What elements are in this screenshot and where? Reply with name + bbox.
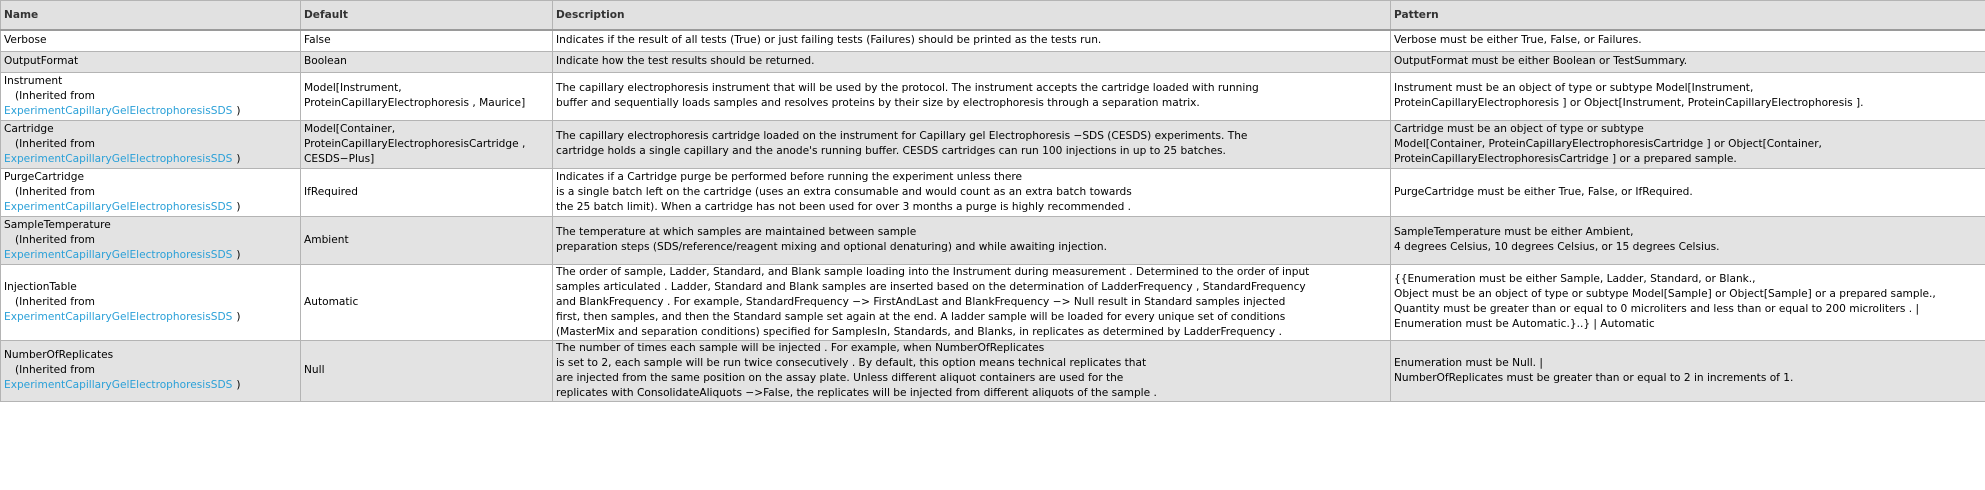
pattern-line: Object must be an object of type or subtype Model[Sample] or Object[Sample] or a prepared sample., (1394, 288, 1936, 300)
option-name: SampleTemperature (4, 218, 111, 231)
inherited-close-paren: ) (236, 248, 241, 261)
inherited-label: (Inherited from (15, 185, 95, 198)
default-cell (301, 120, 553, 168)
default-line: Null (304, 364, 325, 376)
pattern-line: 4 degrees Celsius, 10 degrees Celsius, or 15 degrees Celsius. (1394, 241, 1720, 253)
option-name-cell (1, 30, 301, 51)
option-name-cell (1, 340, 301, 401)
table-row (1, 51, 1985, 72)
description-cell (553, 264, 1391, 340)
description-line: and BlankFrequency . For example, StandardFrequency −> FirstAndLast and BlankFrequency −> Null result in Standard samples injected (556, 295, 1286, 308)
inherited-label: (Inherited from (15, 137, 95, 150)
pattern-line: OutputFormat must be either Boolean or TestSummary. (1394, 55, 1688, 67)
description-line: The order of sample, Ladder, Standard, and Blank sample loading into the Instrument during measurement . Determined to the order of input (556, 265, 1310, 278)
option-name: OutputFormat (4, 55, 79, 67)
default-cell (301, 51, 553, 72)
pattern-line: Enumeration must be Null. | (1394, 356, 1543, 369)
table-row (1, 30, 1985, 51)
inherited-source-link[interactable]: ExperimentCapillaryGelElectrophoresisSDS (4, 379, 233, 391)
description-line: samples articulated . Ladder, Standard and Blank samples are inserted based on the determination of LadderFrequency , StandardFrequency (556, 280, 1306, 293)
default-line: CESDS−Plus] (304, 152, 375, 165)
pattern-line: ProteinCapillaryElectrophoresis ] or Object[Instrument, ProteinCapillaryElectrophoresis ]. (1394, 97, 1864, 109)
pattern-line: Model[Container, ProteinCapillaryElectrophoresisCartridge ] or Object[Container, (1394, 137, 1822, 150)
pattern-cell (1391, 216, 1985, 264)
option-name-cell (1, 120, 301, 168)
pattern-cell (1391, 51, 1985, 72)
header-pattern: Pattern (1391, 1, 1985, 31)
inherited-source-link[interactable]: ExperimentCapillaryGelElectrophoresisSDS (4, 200, 233, 213)
inherited-close-paren: ) (236, 200, 241, 213)
description-line: The capillary electrophoresis instrument that will be used by the protocol. The instrument accepts the cartridge loaded with running (556, 82, 1259, 94)
description-line: The number of times each sample will be injected . For example, when NumberOfReplicates (556, 341, 1045, 354)
description-cell (553, 216, 1391, 264)
description-line: first, then samples, and then the Standard sample set again at the end. A ladder sample will be loaded for every unique set of conditions (556, 310, 1286, 323)
inherited-source-link[interactable]: ExperimentCapillaryGelElectrophoresisSDS (4, 248, 233, 261)
option-name: Cartridge (4, 122, 54, 135)
pattern-cell (1391, 264, 1985, 340)
pattern-line: Cartridge must be an object of type or subtype (1394, 122, 1644, 135)
default-cell (301, 216, 553, 264)
table-row (1, 120, 1985, 168)
description-line: The capillary electrophoresis cartridge loaded on the instrument for Capillary gel Electrophoresis −SDS (CESDS) experiments. The (556, 130, 1248, 142)
pattern-cell (1391, 72, 1985, 120)
pattern-line: Enumeration must be Automatic.}..} | Automatic (1394, 318, 1655, 330)
description-line: The temperature at which samples are maintained between sample (556, 226, 917, 238)
pattern-line: NumberOfReplicates must be greater than or equal to 2 in increments of 1. (1394, 371, 1794, 384)
pattern-line: Quantity must be greater than or equal to 0 microliters and less than or equal to 200 microliters . | (1394, 303, 1920, 315)
option-name-cell (1, 264, 301, 340)
description-cell (553, 340, 1391, 401)
pattern-cell (1391, 340, 1985, 401)
default-cell (301, 264, 553, 340)
description-line: is a single batch left on the cartridge (uses an extra consumable and would count as an extra batch towards (556, 185, 1132, 198)
pattern-cell (1391, 30, 1985, 51)
default-line: Automatic (304, 295, 359, 308)
description-line: the 25 batch limit). When a cartridge has not been used for over 3 months a purge is highly recommended . (556, 200, 1132, 213)
inherited-label: (Inherited from (15, 295, 95, 308)
pattern-line: PurgeCartridge must be either True, False, or IfRequired. (1394, 185, 1693, 198)
table-row (1, 168, 1985, 216)
inherited-source-link[interactable]: ExperimentCapillaryGelElectrophoresisSDS (4, 104, 233, 117)
description-line: (MasterMix and separation conditions) specified for SamplesIn, Standards, and Blanks, in replicates as determined by LadderFrequency . (556, 325, 1282, 338)
pattern-line: {{Enumeration must be either Sample, Ladder, Standard, or Blank., (1394, 273, 1756, 285)
inherited-close-paren: ) (236, 104, 241, 117)
option-name-cell (1, 72, 301, 120)
inherited-close-paren: ) (236, 379, 241, 391)
table-row (1, 264, 1985, 340)
inherited-source-line (4, 248, 297, 263)
description-line: Indicates if a Cartridge purge be performed before running the experiment unless there (556, 170, 1023, 183)
table-body (1, 30, 1985, 401)
description-line: is set to 2, each sample will be run twice consecutively . By default, this option means technical replicates that (556, 356, 1147, 369)
pattern-line: Instrument must be an object of type or subtype Model[Instrument, (1394, 82, 1754, 94)
description-line: Indicate how the test results should be returned. (556, 55, 815, 67)
inherited-source-line (4, 310, 297, 325)
description-cell (553, 51, 1391, 72)
default-line: Model[Instrument, (304, 82, 402, 94)
inherited-source-link[interactable]: ExperimentCapillaryGelElectrophoresisSDS (4, 152, 233, 165)
default-cell (301, 72, 553, 120)
description-line: cartridge holds a single capillary and the anode's running buffer. CESDS cartridges can run 100 injections in up to 25 batches. (556, 145, 1226, 157)
inherited-source-line (4, 378, 297, 393)
description-cell (553, 120, 1391, 168)
inherited-source-link[interactable]: ExperimentCapillaryGelElectrophoresisSDS (4, 310, 233, 323)
option-name: InjectionTable (4, 280, 77, 293)
option-name: Verbose (4, 34, 47, 47)
header-default: Default (301, 1, 553, 31)
table-row (1, 72, 1985, 120)
description-line: Indicates if the result of all tests (True) or just failing tests (Failures) should be printed as the tests run. (556, 34, 1102, 47)
default-line: ProteinCapillaryElectrophoresis , Maurice] (304, 97, 526, 109)
default-cell (301, 340, 553, 401)
default-line: Boolean (304, 55, 347, 67)
description-cell (553, 72, 1391, 120)
default-line: ProteinCapillaryElectrophoresisCartridge , (304, 137, 526, 150)
default-line: IfRequired (304, 185, 359, 198)
header-description: Description (553, 1, 1391, 31)
option-name: PurgeCartridge (4, 170, 84, 183)
description-line: are injected from the same position on the assay plate. Unless different aliquot containers are used for the (556, 371, 1124, 384)
inherited-label: (Inherited from (15, 364, 95, 376)
inherited-source-line (4, 104, 297, 119)
default-line: False (304, 34, 331, 47)
description-line: replicates with ConsolidateAliquots −>False, the replicates will be injected from different aliquots of the sample . (556, 386, 1157, 399)
pattern-line: Verbose must be either True, False, or Failures. (1394, 34, 1642, 47)
inherited-source-line (4, 152, 297, 167)
default-line: Ambient (304, 233, 349, 246)
description-cell (553, 168, 1391, 216)
inherited-source-line (4, 200, 297, 215)
option-name-cell (1, 168, 301, 216)
pattern-line: ProteinCapillaryElectrophoresisCartridge ] or a prepared sample. (1394, 152, 1737, 165)
header-name: Name (1, 1, 301, 31)
default-cell (301, 30, 553, 51)
description-line: buffer and sequentially loads samples and resolves proteins by their size by electrophoresis through a separation matrix. (556, 97, 1200, 109)
option-name-cell (1, 51, 301, 72)
option-name: NumberOfReplicates (4, 349, 114, 361)
option-name-cell (1, 216, 301, 264)
pattern-line: SampleTemperature must be either Ambient, (1394, 226, 1634, 238)
option-name: Instrument (4, 74, 63, 87)
default-line: Model[Container, (304, 122, 396, 135)
description-cell (553, 30, 1391, 51)
pattern-cell (1391, 168, 1985, 216)
inherited-label: (Inherited from (15, 89, 95, 102)
inherited-close-paren: ) (236, 152, 241, 165)
table-row (1, 216, 1985, 264)
pattern-cell (1391, 120, 1985, 168)
inherited-label: (Inherited from (15, 233, 95, 246)
table-row (1, 340, 1985, 401)
inherited-close-paren: ) (236, 310, 241, 323)
description-line: preparation steps (SDS/reference/reagent mixing and optional denaturing) and while awaiting injection. (556, 241, 1107, 253)
default-cell (301, 168, 553, 216)
header-row (1, 1, 1985, 31)
